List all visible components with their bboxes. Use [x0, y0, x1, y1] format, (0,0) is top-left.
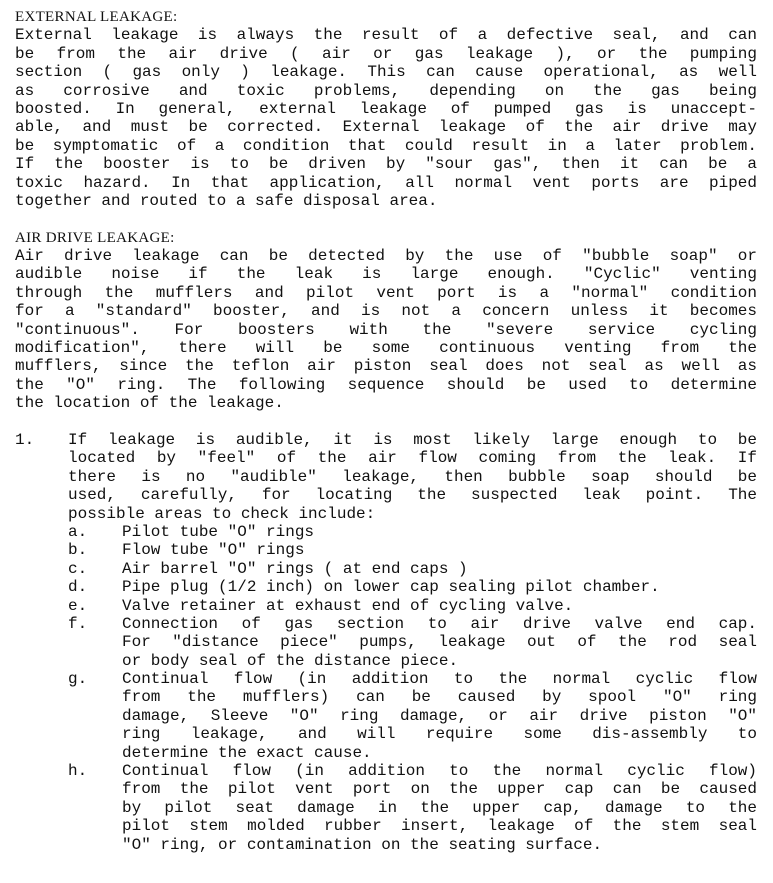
list-number: 1. — [15, 430, 35, 449]
sub-item-line: For "distance piece" pumps, leakage out of the rod seal — [122, 633, 757, 652]
sub-item-letter: f. — [68, 614, 88, 633]
sub-list-item — [68, 762, 757, 854]
paragraph-line: modification", there will be some continuous venting from the — [15, 339, 757, 358]
sub-item-letter: d. — [68, 578, 88, 597]
sub-item-line: Continual flow (in addition to the normal cyclic flow) — [122, 762, 757, 781]
sub-item-letter: c. — [68, 559, 88, 578]
paragraph-line: "continuous". For boosters with the "severe service cycling — [15, 320, 757, 339]
paragraph-line: If the booster is to be driven by "sour gas", then it can be a — [15, 155, 757, 174]
sub-item-line: by pilot seat damage in the upper cap, damage to the — [122, 798, 757, 817]
list-item-line: there is no "audible" leakage, then bubble soap should be — [68, 467, 757, 486]
sub-item-line: ring leakage, and will require some dis-assembly to — [122, 725, 757, 744]
sub-item-line: Continual flow (in addition to the normal cyclic flow — [122, 670, 757, 689]
paragraph-line: for a "standard" booster, and is not a concern unless it becomes — [15, 302, 757, 321]
sub-item-line: Connection of gas section to air drive valve end cap. — [122, 614, 757, 633]
sub-item-line: Flow tube "O" rings — [122, 541, 305, 560]
sub-list-item — [68, 578, 757, 596]
sub-item-line: Pipe plug (1/2 inch) on lower cap sealing pilot chamber. — [122, 578, 660, 597]
section-air-drive-leakage — [15, 229, 757, 413]
spacer — [15, 413, 757, 431]
sub-item-line: Pilot tube "O" rings — [122, 522, 315, 541]
sub-item-letter: g. — [68, 670, 88, 689]
sub-list-item — [68, 597, 757, 615]
sub-list-item — [68, 541, 757, 559]
paragraph-line: through the mufflers and pilot vent port is a "normal" condition — [15, 283, 757, 302]
sub-item-line: from the pilot vent port on the upper cap can be caused — [122, 780, 757, 799]
sub-list-item — [68, 670, 757, 762]
spacer — [15, 210, 757, 228]
sub-item-line: or body seal of the distance piece. — [122, 651, 459, 670]
section-heading: AIR DRIVE LEAKAGE: — [15, 229, 175, 246]
sub-item-letter: a. — [68, 522, 88, 541]
paragraph-line: boosted. In general, external leakage of pumped gas is unaccept- — [15, 99, 757, 118]
section-heading: EXTERNAL LEAKAGE: — [15, 9, 178, 25]
paragraph-line: be from the air drive ( air or gas leakage ), or the pumping — [15, 44, 757, 63]
sub-item-line: from the mufflers) can be caused by spool "O" ring — [122, 688, 757, 707]
paragraph-line: Air drive leakage can be detected by the use of "bubble soap" or — [15, 247, 757, 266]
sub-item-letter: h. — [68, 762, 88, 781]
paragraph-line: the "O" ring. The following sequence should be used to determine — [15, 375, 757, 394]
list-item-line: possible areas to check include: — [68, 504, 376, 523]
sub-item-line: Valve retainer at exhaust end of cycling valve. — [122, 596, 574, 615]
sub-item-line: pilot stem molded rubber insert, leakage of the stem seal — [122, 817, 757, 836]
paragraph-line: together and routed to a safe disposal area. — [15, 191, 438, 210]
sub-item-line: "O" ring, or contamination on the seating surface. — [122, 835, 603, 854]
sub-item-line: Air barrel "O" rings ( at end caps ) — [122, 559, 468, 578]
paragraph-line: section ( gas only ) leakage. This can cause operational, as well — [15, 63, 757, 82]
sub-list-item — [68, 523, 757, 541]
paragraph-line: mufflers, since the teflon air piston seal does not seal as well as — [15, 357, 757, 376]
sub-item-line: determine the exact cause. — [122, 743, 372, 762]
paragraph-line: the location of the leakage. — [15, 394, 284, 413]
sub-item-letter: b. — [68, 541, 88, 560]
numbered-list-item — [15, 431, 757, 854]
sub-item-line: damage, Sleeve "O" ring damage, or air drive piston "O" — [122, 706, 757, 725]
list-item-line: used, carefully, for locating the suspected leak point. The — [68, 486, 757, 505]
paragraph-line: toxic hazard. In that application, all normal vent ports are piped — [15, 173, 757, 192]
paragraph-line: audible noise if the leak is large enough. "Cyclic" venting — [15, 265, 757, 284]
paragraph-line: External leakage is always the result of a defective seal, and can — [15, 26, 757, 45]
section-external-leakage — [15, 8, 757, 210]
list-item-line: located by "feel" of the air flow coming from the leak. If — [68, 449, 757, 468]
paragraph-line: be symptomatic of a condition that could result in a later problem. — [15, 136, 757, 155]
sub-list-item — [68, 560, 757, 578]
list-item-line: If leakage is audible, it is most likely large enough to be — [68, 430, 757, 449]
paragraph-line: as corrosive and toxic problems, depending on the gas being — [15, 81, 757, 100]
sub-list-item — [68, 615, 757, 670]
document-page — [15, 8, 757, 854]
paragraph-line: able, and must be corrected. External leakage of the air drive may — [15, 118, 757, 137]
sub-item-letter: e. — [68, 596, 88, 615]
